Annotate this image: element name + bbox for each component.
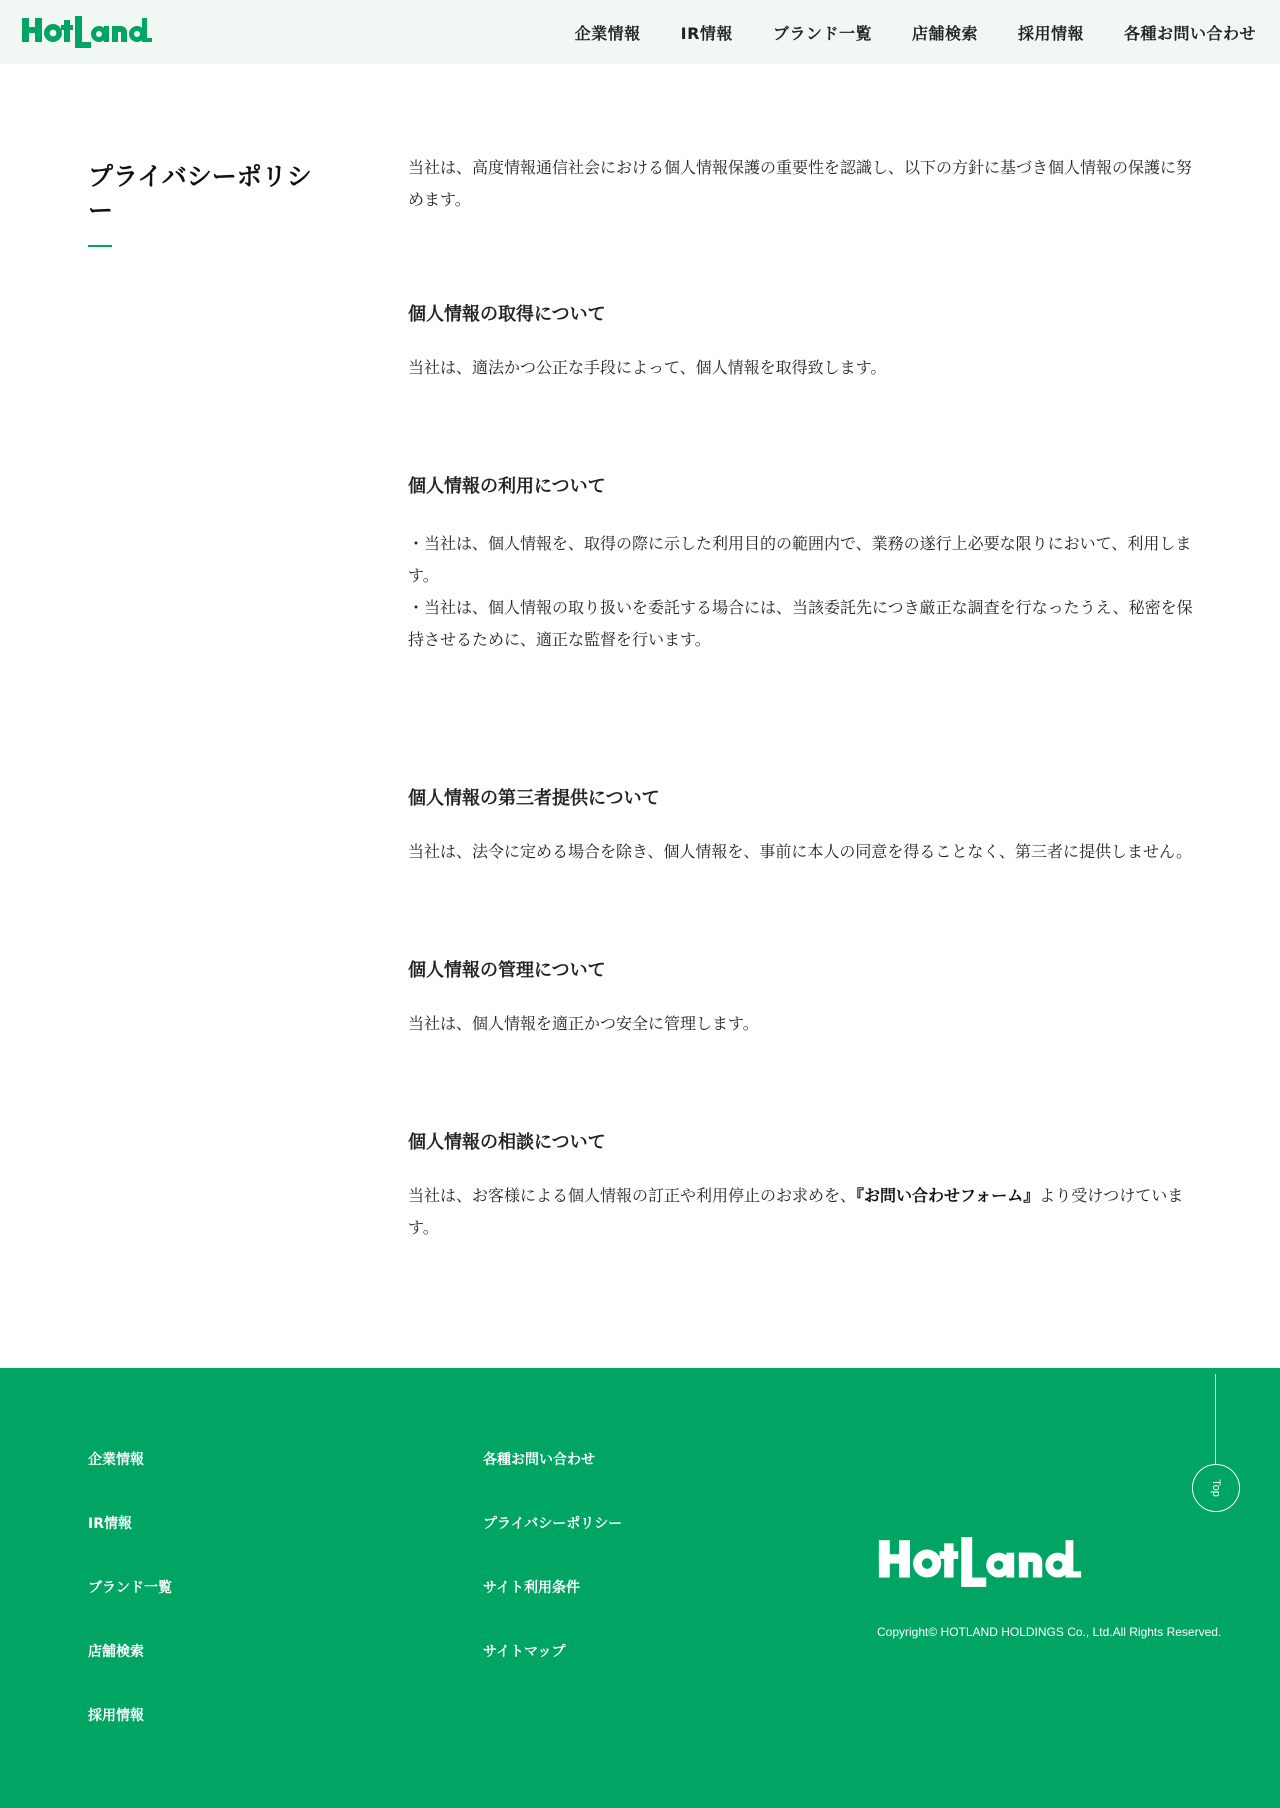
- section-heading: 個人情報の第三者提供について: [408, 788, 660, 809]
- section-usage: [408, 474, 1198, 656]
- footer-link-brands[interactable]: ブランド一覧: [88, 1580, 172, 1596]
- top-line: [1215, 1374, 1216, 1464]
- main-content: [0, 64, 1280, 1368]
- footer-link-corporate[interactable]: 企業情報: [88, 1452, 144, 1468]
- site-logo[interactable]: [22, 12, 152, 50]
- section-third-party: [408, 786, 1198, 868]
- list-item: ・当社は、個人情報を、取得の際に示した利用目的の範囲内で、業務の遂行上必要な限りにおいて、利用します。: [408, 534, 1192, 585]
- back-to-top-button[interactable]: [1192, 1464, 1240, 1512]
- section-body: [408, 1180, 1198, 1244]
- nav-brands[interactable]: ブランド一覧: [772, 23, 872, 43]
- site-header: [0, 0, 1280, 64]
- footer-link-store-search[interactable]: 店舗検索: [88, 1644, 144, 1660]
- hotland-logo-icon: [22, 14, 152, 50]
- body-text: 当社は、お客様による個人情報の訂正や利用停止のお求めを、: [408, 1186, 857, 1205]
- section-consultation: [408, 1130, 1198, 1244]
- nav-ir[interactable]: IR情報: [680, 23, 733, 43]
- section-heading: 個人情報の管理について: [408, 960, 606, 981]
- section-body: 当社は、適法かつ公正な手段によって、個人情報を取得致します。: [408, 358, 887, 377]
- footer-logo[interactable]: [876, 1534, 1084, 1594]
- nav-corporate[interactable]: 企業情報: [574, 23, 641, 43]
- usage-list: [408, 528, 1198, 656]
- section-acquisition: [408, 302, 1198, 384]
- footer-link-privacy[interactable]: プライバシーポリシー: [483, 1516, 623, 1532]
- footer-link-sitemap[interactable]: サイトマップ: [483, 1644, 566, 1660]
- footer-link-ir[interactable]: IR情報: [88, 1516, 132, 1532]
- top-label: Top: [1210, 1479, 1222, 1497]
- page-title: プライバシーポリシー: [88, 162, 312, 225]
- section-body: 当社は、法令に定める場合を除き、個人情報を、事前に本人の同意を得ることなく、第三者に提供しません。: [408, 842, 1193, 861]
- footer-links-col2: [483, 1452, 622, 1708]
- copyright: Copyright© HOTLAND HOLDINGS Co., Ltd.All Rights Reserved.: [877, 1625, 1222, 1639]
- footer-links-col1: [88, 1452, 172, 1772]
- section-heading: 個人情報の取得について: [408, 304, 606, 325]
- nav-recruit[interactable]: 採用情報: [1017, 23, 1084, 43]
- title-underline: [88, 245, 112, 247]
- body-text: より受けつけています。: [408, 1186, 1184, 1237]
- footer-link-contact[interactable]: 各種お問い合わせ: [483, 1452, 595, 1468]
- footer-link-terms[interactable]: サイト利用条件: [483, 1580, 581, 1596]
- section-heading: 個人情報の利用について: [408, 476, 606, 497]
- nav-contact[interactable]: 各種お問い合わせ: [1123, 23, 1256, 43]
- contact-form-link[interactable]: 『お問い合わせフォーム』: [856, 1186, 1040, 1205]
- section-management: [408, 958, 1198, 1040]
- policy-intro: 当社は、高度情報通信社会における個人情報保護の重要性を認識し、以下の方針に基づき個人情報の保護に努めます。: [408, 158, 1193, 209]
- nav-store-search[interactable]: 店舗検索: [911, 23, 978, 43]
- section-heading: 個人情報の相談について: [408, 1132, 606, 1153]
- hotland-logo-icon: [876, 1534, 1084, 1590]
- policy-content: [408, 152, 1198, 1237]
- section-body: 当社は、個人情報を適正かつ安全に管理します。: [408, 1014, 759, 1033]
- footer-link-recruit[interactable]: 採用情報: [88, 1708, 144, 1724]
- global-nav: [575, 0, 1256, 64]
- list-item: ・当社は、個人情報の取り扱いを委託する場合には、当該委託先につき厳正な調査を行なったうえ、秘密を保持させるために、適正な監督を行います。: [408, 598, 1193, 649]
- site-footer: [0, 1368, 1280, 1808]
